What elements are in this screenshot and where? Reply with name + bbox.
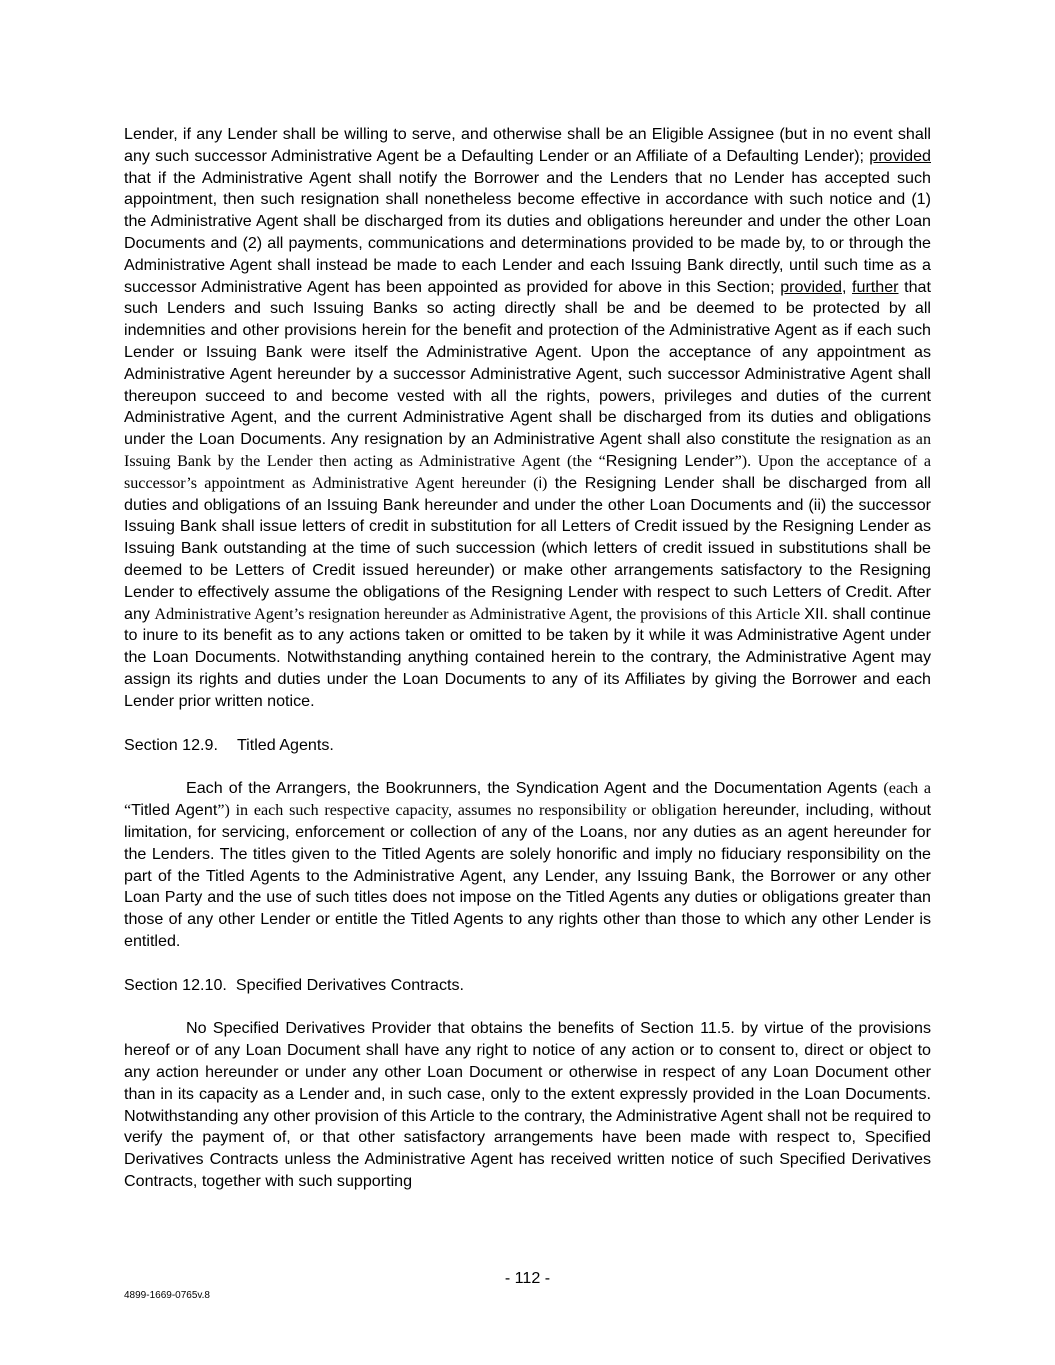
continued-paragraph xyxy=(124,124,931,713)
text-run: Lender, if any Lender shall be willing to serve, and otherwise shall be an Eligible Assignee (but in no event shall any such successor Administrative Agent be a Defaulting Lender or an Affiliate of a Defaulting Lender); xyxy=(124,125,931,165)
text-run: ”) in each such respective capacity, assumes no responsibility or obligation xyxy=(217,802,723,820)
text-run: the resignation as an Issuing Bank by the Lender then acting as Administrative Agent (the “ xyxy=(124,431,931,470)
spacer xyxy=(124,953,931,975)
section-12-9-heading xyxy=(124,735,931,757)
text-run: , xyxy=(841,277,853,296)
spacer xyxy=(124,996,931,1018)
text-run: ”). Upon the acceptance of a successor’s appointment as Administrative Agent hereunder ( xyxy=(124,452,931,492)
text-run: the Resigning Lender shall be discharged from all duties and obligations of an Issuing Bank hereunder and under the other Loan Documents and (ii) the successor Issuing Bank shall issue letters of credit in substitution for all Letters of Credit issued by the Resigning Lender as Issuing Bank outstanding at the time of such succession (which letters of credit issued in substitutions shall be deemed to be Letters of Credit issued hereunder) or make other arrangements satisfactory to the Resigning Lender to effectively assume the obligations of the Resigning Lender with respect to such Letters of Credit. After any xyxy=(124,473,931,623)
titled-agent-term: Titled Agent xyxy=(131,801,218,820)
further-term: further xyxy=(852,277,899,296)
document-page xyxy=(124,124,931,1193)
section-12-10-body: No Specified Derivatives Provider that obtains the benefits of Section 11.5. by virtue of the provisions hereof or of any Loan Document shall have any right to notice of any action or to consent to, direct or object to any action hereunder or under any other Loan Document or otherwise in respect of any Loan Document other than in its capacity as a Lender and, in such case, only to the extent expressly provided in the Loan Documents. Notwithstanding any other provision of this Article to the contrary, the Administrative Agent shall not be required to verify the payment of, or that other satisfactory arrangements have been made with respect to, Specified Derivatives Contracts unless the Administrative Agent has received written notice of such Specified Derivatives Contracts, together with such supporting xyxy=(124,1019,931,1191)
text-run: Each of the Arrangers, the Bookrunners, the Syndication Agent and the Documentation Agents xyxy=(186,779,884,798)
article-number: XII xyxy=(804,604,824,623)
text-run: that such Lenders and such Issuing Banks so acting directly shall be and be deemed to be protected by all indemnities and other provisions herein for the benefit and protection of the Administrative Agent as if each such Lender or Issuing Bank were itself the Administrative Agent. Upon the acceptance of any appointment as Administrative Agent hereunder by a successor Administrative Agent, such successor Administrative Agent shall thereupon succeed to and become vested with all the rights, powers, privileges and duties of the current Administrative Agent, and the current Administrative Agent shall be discharged from its duties and obligations under the Loan Documents. Any resignation by an Administrative Agent shall also constitute xyxy=(124,277,931,449)
section-12-9-body xyxy=(124,778,931,952)
section-number: Section 12.10. xyxy=(124,975,227,994)
text-run: hereunder, including, without limitation, for servicing, enforcement or collection of any of the Loans, nor any duties as an agent hereunder for the Lenders. The titles given to the Titled Agents are solely honorific and imply no fiduciary responsibility on the part of the Titled Agents to the Administrative Agent, any Lender, any Issuing Bank, the Borrower or any other Loan Party and the use of such titles does not impose on the Titled Agents any duties or obligations greater than those of any other Lender or entitle the Titled Agents to any rights other than those to which any other Lender is entitled. xyxy=(124,801,932,950)
text-run: that if the Administrative Agent shall notify the Borrower and the Lenders that no Lender has accepted such appointment, then such resignation shall nonetheless become effective in accordance with such notice and (1) the Administrative Agent shall be discharged from its duties and obligations hereunder and under the other Loan Documents and (2) all payments, communications and determinations provided to be made by, to or through the Administrative Agent shall instead be made to each Lender and each Issuing Bank directly, until such time as a successor Administrative Agent has been appointed as provided for above in this Section; xyxy=(124,168,931,296)
section-number: Section 12.9. xyxy=(124,735,218,754)
resigning-lender-term: Resigning Lender xyxy=(605,451,735,470)
document-id: 4899-1669-0765v.8 xyxy=(124,1290,210,1301)
section-title: Titled Agents. xyxy=(236,735,334,754)
text-run: shall continue to inure to its benefit as to any actions taken or omitted to be taken by it while it was Administrative Agent under the Loan Documents. Notwithstanding anything contained herein to the contrary, the Administrative Agent may assign its rights and duties under the Loan Documents to any of its Affiliates by giving the Borrower and each Lender prior written notice. xyxy=(124,604,931,710)
text-run: Administrative Agent’s resignation hereunder as Administrative Agent, the provisions of this Article xyxy=(154,605,805,623)
section-12-10-heading xyxy=(124,975,931,997)
section-title: Specified Derivatives Contracts. xyxy=(235,975,464,994)
page-number: - 112 - xyxy=(504,1269,551,1287)
spacer xyxy=(124,756,931,778)
text-run: i xyxy=(538,473,543,492)
spacer xyxy=(124,713,931,735)
provided-term: provided xyxy=(869,146,931,165)
text-run: ) xyxy=(542,474,555,492)
provided-term: provided xyxy=(780,277,842,296)
text-run: . xyxy=(823,605,828,623)
text-run: (each a “ xyxy=(124,780,931,820)
